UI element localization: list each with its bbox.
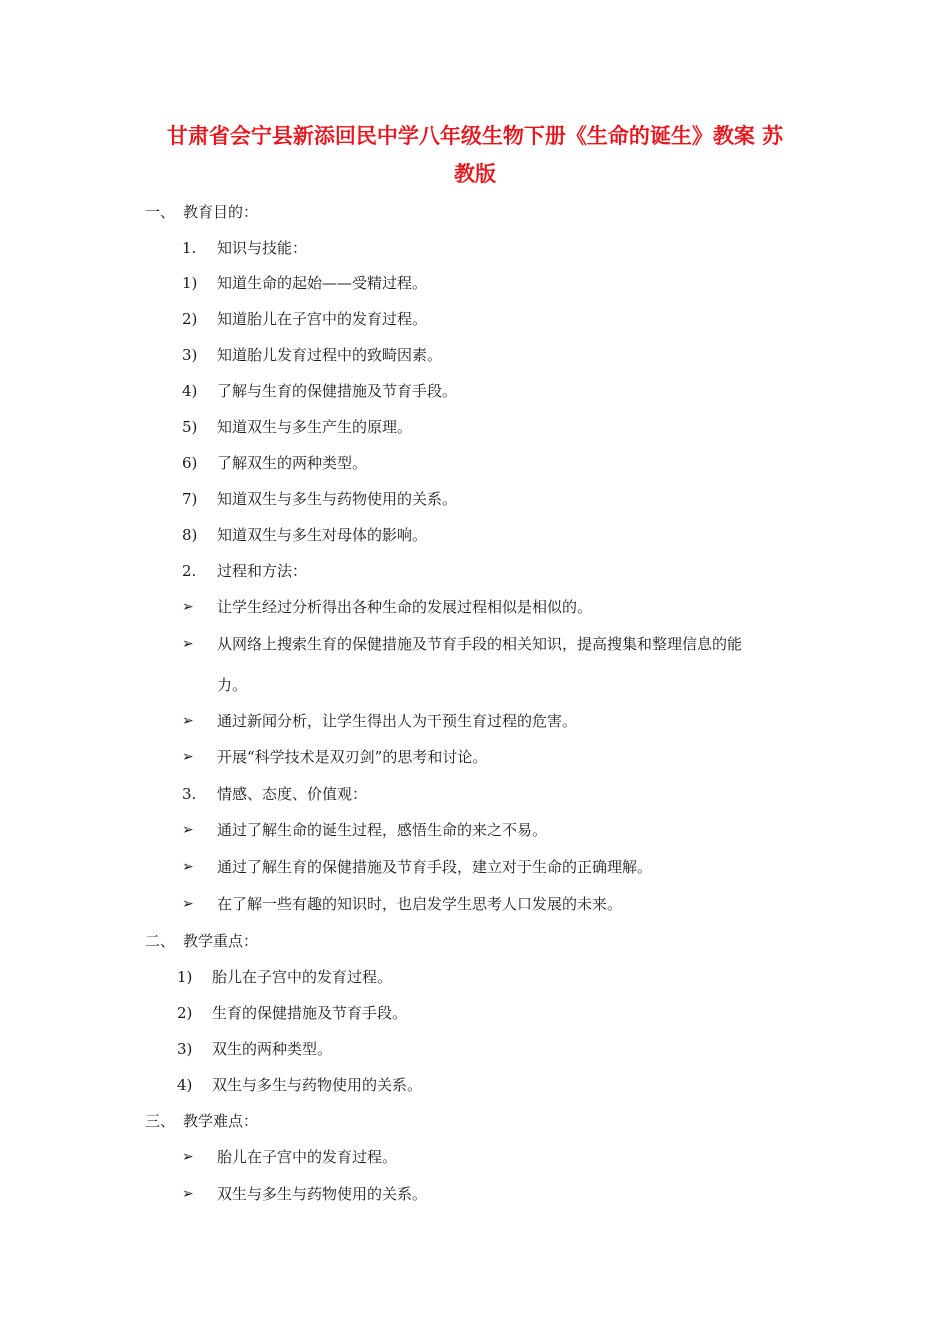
- bullet-text: 通过了解生命的诞生过程，感悟生命的来之不易。: [217, 821, 548, 839]
- bullet-text: 从网络上搜索生育的保健措施及节育手段的相关知识，提高搜集和整理信息的能: [217, 635, 743, 653]
- arrow-bullet-icon: ➢: [182, 859, 194, 875]
- list-text: 知道双生与多生与药物使用的关系。: [217, 490, 458, 508]
- section-title: 教学重点：: [183, 932, 259, 950]
- arrow-bullet-icon: ➢: [182, 713, 194, 729]
- arrow-bullet-icon: ➢: [182, 636, 194, 652]
- bullet-text: 通过了解生育的保健措施及节育手段，建立对于生命的正确理解。: [217, 858, 653, 876]
- bullet-text: 让学生经过分析得出各种生命的发展过程相似是相似的。: [217, 598, 593, 616]
- arrow-bullet-icon: ➢: [182, 896, 194, 912]
- subsection-marker: 2.: [182, 562, 197, 580]
- list-text: 知道胎儿在子宫中的发育过程。: [217, 310, 428, 328]
- list-marker: 1): [182, 274, 198, 292]
- bullet-continuation: 力。: [217, 676, 248, 694]
- list-marker: 4): [182, 382, 198, 400]
- list-marker: 3): [177, 1040, 193, 1058]
- list-marker: 3): [182, 346, 198, 364]
- list-marker: 1): [177, 968, 193, 986]
- subsection-marker: 1.: [182, 239, 197, 257]
- bullet-text: 双生与多生与药物使用的关系。: [217, 1185, 428, 1203]
- list-marker: 6): [182, 454, 198, 472]
- list-marker: 8): [182, 526, 198, 544]
- arrow-bullet-icon: ➢: [182, 1186, 194, 1202]
- section-title: 教育目的：: [183, 203, 259, 221]
- list-text: 生育的保健措施及节育手段。: [212, 1004, 408, 1022]
- list-text: 知道双生与多生产生的原理。: [217, 418, 413, 436]
- list-marker: 2): [182, 310, 198, 328]
- list-text: 知道生命的起始——受精过程。: [217, 274, 428, 292]
- section-marker: 一、: [145, 203, 176, 221]
- bullet-text: 在了解一些有趣的知识时，也启发学生思考人口发展的未来。: [217, 895, 623, 913]
- list-text: 双生的两种类型。: [212, 1040, 333, 1058]
- list-marker: 2): [177, 1004, 193, 1022]
- list-marker: 4): [177, 1076, 193, 1094]
- list-text: 了解双生的两种类型。: [217, 454, 368, 472]
- section-marker: 三、: [145, 1112, 176, 1130]
- subsection-marker: 3.: [182, 785, 197, 803]
- list-text: 知道胎儿发育过程中的致畸因素。: [217, 346, 443, 364]
- list-text: 胎儿在子宫中的发育过程。: [212, 968, 393, 986]
- list-marker: 7): [182, 490, 198, 508]
- bullet-text: 开展“科学技术是双刃剑”的思考和讨论。: [217, 748, 488, 766]
- arrow-bullet-icon: ➢: [182, 822, 194, 838]
- section-marker: 二、: [145, 932, 176, 950]
- arrow-bullet-icon: ➢: [182, 1149, 194, 1165]
- document-title-line-2: 教版: [454, 162, 496, 186]
- subsection-title: 知识与技能：: [217, 239, 308, 257]
- list-text: 了解与生育的保健措施及节育手段。: [217, 382, 458, 400]
- subsection-title: 情感、态度、价值观：: [217, 785, 368, 803]
- section-title: 教学难点：: [183, 1112, 259, 1130]
- list-text: 双生与多生与药物使用的关系。: [212, 1076, 423, 1094]
- bullet-text: 通过新闻分析，让学生得出人为干预生育过程的危害。: [217, 712, 578, 730]
- arrow-bullet-icon: ➢: [182, 599, 194, 615]
- subsection-title: 过程和方法：: [217, 562, 308, 580]
- bullet-text: 胎儿在子宫中的发育过程。: [217, 1148, 398, 1166]
- document-title-line-1: 甘肃省会宁县新添回民中学八年级生物下册《生命的诞生》教案 苏: [166, 124, 784, 148]
- list-text: 知道双生与多生对母体的影响。: [217, 526, 428, 544]
- arrow-bullet-icon: ➢: [182, 749, 194, 765]
- list-marker: 5): [182, 418, 198, 436]
